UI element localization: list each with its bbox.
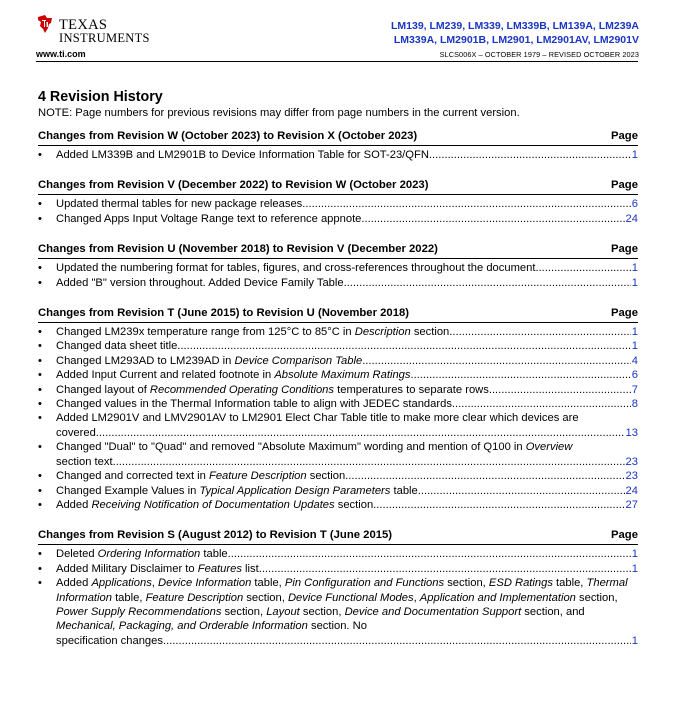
change-item (38, 197, 638, 211)
change-section-header (38, 306, 638, 323)
leader-dots (348, 469, 624, 483)
text-fragment: Changed Example Values in (56, 484, 200, 497)
bullet-icon: • (38, 340, 42, 353)
emphasis-text: Application and Implementation (419, 591, 576, 604)
page-link[interactable]: 6 (631, 369, 638, 382)
text-fragment: Changed LM239x temperature range from 125°C to 85°C in (56, 326, 355, 339)
bullet-icon: • (38, 326, 42, 339)
change-item-text (56, 469, 348, 483)
change-item-line (56, 276, 638, 290)
change-item-text: Changed values in the Thermal Information table to align with JEDEC standards. (56, 398, 456, 411)
change-item-line (56, 212, 638, 226)
change-item-text: Updated thermal tables for new package releases. (56, 198, 306, 211)
change-item (38, 276, 638, 290)
text-fragment: table, (552, 577, 587, 590)
emphasis-text: Layout (266, 605, 300, 618)
change-item-line (56, 368, 638, 382)
change-item (38, 469, 638, 483)
change-item (38, 339, 638, 353)
change-section (38, 528, 638, 648)
text-fragment: , (413, 591, 420, 604)
change-item-line (56, 325, 638, 339)
change-item-text: Changed Apps Input Voltage Range text to reference appnote. (56, 212, 365, 225)
bullet-icon: • (38, 498, 42, 511)
section-gap (38, 290, 638, 306)
change-item-text (56, 411, 638, 425)
change-section-title: Changes from Revision U (November 2018) to Revision V (December 2022) (38, 243, 438, 256)
change-section-header (38, 129, 638, 146)
page-link[interactable]: 1 (631, 634, 638, 647)
bullet-icon: • (38, 198, 42, 211)
page-link[interactable]: 6 (631, 198, 638, 211)
change-section-header (38, 528, 638, 545)
page-link[interactable]: 8 (631, 398, 638, 411)
emphasis-text: Receiving Notification of Documentation Updates (91, 498, 335, 511)
emphasis-text: Thermal Information (56, 577, 628, 604)
change-item-text (56, 354, 362, 368)
literature-number: SLCS006X – OCTOBER 1979 – REVISED OCTOBER 2023 (439, 50, 639, 59)
change-item-line (56, 383, 638, 397)
change-item (38, 484, 638, 498)
bullet-icon: • (38, 548, 42, 561)
change-item-line (56, 197, 638, 211)
company-name (59, 19, 150, 45)
text-fragment: table, (251, 577, 285, 590)
change-item-text (56, 368, 410, 382)
emphasis-text: Typical Application Design Parameters (199, 484, 391, 497)
text-fragment: section, (221, 605, 267, 618)
page-link[interactable]: 24 (625, 484, 638, 497)
change-section-title: Changes from Revision S (August 2012) to Revision T (June 2015) (38, 529, 393, 542)
page-column-label: Page (610, 307, 638, 320)
emphasis-text: Mechanical, Packaging, and Orderable Information (56, 620, 308, 633)
emphasis-text: Description (354, 326, 411, 339)
change-item-text: covered. (56, 426, 99, 439)
change-item-text: Added LM339B and LM2901B to Device Information Table for SOT-23/QFN. (56, 149, 433, 161)
text-fragment: list. (241, 562, 262, 575)
leader-dots (452, 325, 630, 339)
change-section-header (38, 178, 638, 195)
text-fragment: section. No (307, 620, 367, 633)
text-fragment: Added (56, 577, 92, 590)
text-fragment: Deleted (56, 548, 98, 561)
change-item (38, 397, 638, 411)
text-fragment: temperatures to separate rows. (334, 383, 492, 396)
page-link[interactable]: 1 (631, 548, 638, 561)
bullet-icon: • (38, 354, 42, 367)
text-fragment: Added Military Disclaimer to (56, 562, 198, 575)
page-link[interactable]: 24 (625, 212, 638, 225)
leader-dots (231, 547, 631, 561)
change-section-header (38, 242, 638, 259)
change-item-line (56, 484, 638, 498)
change-item-text: section text. (56, 455, 116, 468)
change-item (38, 148, 638, 162)
emphasis-text: Device Comparison Table (234, 354, 363, 367)
change-item-line (56, 339, 638, 353)
emphasis-text: Ordering Information (97, 548, 201, 561)
change-item-line (56, 498, 638, 512)
section-gap (38, 512, 638, 528)
leader-dots (455, 397, 631, 411)
leader-dots (539, 261, 631, 275)
text-fragment: table (390, 484, 418, 497)
change-item-text (56, 547, 231, 561)
bullet-icon: • (38, 276, 42, 289)
change-item (38, 576, 638, 648)
change-item (38, 383, 638, 397)
page-link[interactable]: 13 (625, 426, 638, 439)
leader-dots (432, 148, 631, 162)
section-gap (38, 226, 638, 242)
leader-dots (410, 368, 630, 382)
bullet-icon: • (38, 212, 42, 225)
bullet-icon: • (38, 562, 42, 575)
text-fragment: Changed layout of (56, 383, 150, 396)
text-fragment: table, (111, 591, 146, 604)
text-fragment: Changed LM293AD to LM239AD in (56, 354, 235, 367)
emphasis-text: Feature Description (209, 470, 307, 483)
page-link[interactable]: 7 (631, 383, 638, 396)
emphasis-text: Applications (91, 577, 152, 590)
leader-dots (362, 354, 631, 368)
change-section (38, 306, 638, 512)
leader-dots (492, 383, 631, 397)
bullet-icon: • (38, 470, 42, 483)
change-item (38, 547, 638, 561)
change-item-text: Changed data sheet title (56, 340, 178, 353)
bullet-icon: • (38, 577, 42, 590)
change-item (38, 411, 638, 440)
change-item-text: specification changes. (56, 634, 167, 647)
change-item (38, 440, 638, 469)
change-item (38, 498, 638, 512)
text-fragment: section. (334, 498, 377, 511)
change-item (38, 325, 638, 339)
page-link[interactable]: 4 (631, 354, 638, 367)
change-item-text (56, 498, 376, 512)
text-fragment: table. (200, 548, 231, 561)
change-item-last-line (56, 426, 638, 440)
text-fragment: Changed and corrected text in (56, 470, 209, 483)
change-section-title: Changes from Revision T (June 2015) to Revision U (November 2018) (38, 307, 410, 320)
text-fragment: Added (56, 498, 92, 511)
text-fragment: section, (444, 577, 489, 590)
page-link[interactable]: 1 (631, 149, 638, 161)
change-section (38, 129, 638, 162)
company-line2: INSTRUMENTS (59, 31, 150, 45)
change-item-line (56, 397, 638, 411)
text-fragment: section, (575, 591, 618, 604)
page-link[interactable]: 1 (631, 340, 638, 353)
change-item-text (56, 325, 452, 339)
change-section-title: Changes from Revision V (December 2022) to Revision W (October 2023) (38, 179, 429, 192)
changes-list (38, 129, 638, 648)
leader-dots (262, 562, 631, 576)
text-fragment: , (151, 577, 159, 590)
bullet-icon: • (38, 412, 42, 425)
change-item-text (56, 440, 638, 454)
emphasis-text: Features (197, 562, 242, 575)
emphasis-text: Pin Configuration and Functions (284, 577, 445, 590)
bullet-icon: • (38, 262, 42, 275)
text-fragment: section. (306, 470, 349, 483)
change-item (38, 212, 638, 226)
leader-dots (166, 634, 631, 648)
emphasis-text: Device Information (158, 577, 252, 590)
emphasis-text: Recommended Operating Conditions (149, 383, 334, 396)
bullet-icon: • (38, 398, 42, 411)
leader-dots (418, 484, 625, 498)
leader-dots (116, 455, 625, 469)
change-item-line (56, 261, 638, 275)
change-item-line (56, 354, 638, 368)
change-item-last-line (56, 634, 638, 648)
change-item-text (56, 576, 638, 634)
change-item-text (56, 562, 262, 576)
change-item-text: Updated the numbering format for tables, figures, and cross-references throughout the document. (56, 262, 539, 275)
page-link[interactable]: 1 (631, 326, 638, 339)
page-column-label: Page (610, 243, 638, 256)
change-item-text (56, 484, 418, 498)
bullet-icon: • (38, 149, 42, 161)
text-fragment: section. (410, 326, 453, 339)
emphasis-text: Feature Description (145, 591, 244, 604)
change-item (38, 261, 638, 275)
leader-dots (177, 339, 630, 353)
page-link[interactable]: 1 (631, 262, 638, 275)
part-numbers-line2[interactable]: LM339A, LM2901B, LM2901, LM2901AV, LM2901V (393, 34, 639, 46)
section-note: NOTE: Page numbers for previous revisions may differ from page numbers in the current version. (38, 107, 520, 119)
change-item-line (56, 547, 638, 561)
emphasis-text: Absolute Maximum Ratings (274, 369, 411, 382)
leader-dots (376, 498, 624, 512)
website-url[interactable]: www.ti.com (36, 49, 86, 59)
leader-dots (347, 276, 631, 290)
change-section (38, 178, 638, 226)
text-fragment: Added Input Current and related footnote in (56, 369, 275, 382)
page-link[interactable]: 23 (625, 455, 638, 468)
leader-dots (365, 212, 625, 226)
page-header (0, 0, 675, 70)
change-section (38, 242, 638, 290)
page-column-label: Page (610, 529, 638, 542)
emphasis-text: Power Supply Recommendations (56, 605, 222, 618)
page-link[interactable]: 23 (625, 470, 638, 483)
emphasis-text: ESD Ratings (488, 577, 553, 590)
text-fragment: section, and (521, 605, 585, 618)
change-item-line (56, 562, 638, 576)
bullet-icon: • (38, 383, 42, 396)
text-fragment: Added LM2901V and LMV2901AV to LM2901 Elect Char Table title to make more clear which devices are (56, 412, 579, 425)
page-link[interactable]: 27 (625, 498, 638, 511)
text-fragment: Changed "Dual" to "Quad" and removed "Absolute Maximum" wording and mention of Q100 in (56, 441, 526, 454)
header-divider (36, 61, 638, 62)
page-link[interactable]: 1 (631, 562, 638, 575)
part-numbers (391, 19, 639, 47)
emphasis-text: Overview (525, 441, 573, 454)
ti-logo-icon (36, 14, 54, 34)
revision-history (38, 88, 638, 648)
change-item (38, 562, 638, 576)
leader-dots (99, 426, 625, 440)
company-line1: TEXAS (59, 17, 108, 33)
text-fragment: section, (299, 605, 345, 618)
page-link[interactable]: 1 (631, 276, 638, 289)
part-numbers-line1[interactable]: LM139, LM239, LM339, LM339B, LM139A, LM239A (391, 20, 639, 32)
bullet-icon: • (38, 484, 42, 497)
bullet-icon: • (38, 441, 42, 454)
emphasis-text: Device Functional Modes (287, 591, 414, 604)
page-column-label: Page (610, 179, 638, 192)
section-gap (38, 162, 638, 178)
leader-dots (305, 197, 630, 211)
section-title: 4 Revision History (38, 89, 163, 105)
change-item (38, 368, 638, 382)
change-item-text: Added "B" version throughout. Added Device Family Table. (56, 276, 347, 289)
change-item-line (56, 469, 638, 483)
change-item-last-line (56, 455, 638, 469)
change-item-line (56, 148, 638, 162)
change-item (38, 354, 638, 368)
emphasis-text: Device and Documentation Support (344, 605, 522, 618)
change-item-text (56, 383, 492, 397)
page-column-label: Page (610, 130, 638, 142)
change-section-title: Changes from Revision W (October 2023) to Revision X (October 2023) (38, 130, 418, 142)
bullet-icon: • (38, 369, 42, 382)
text-fragment: section, (243, 591, 288, 604)
